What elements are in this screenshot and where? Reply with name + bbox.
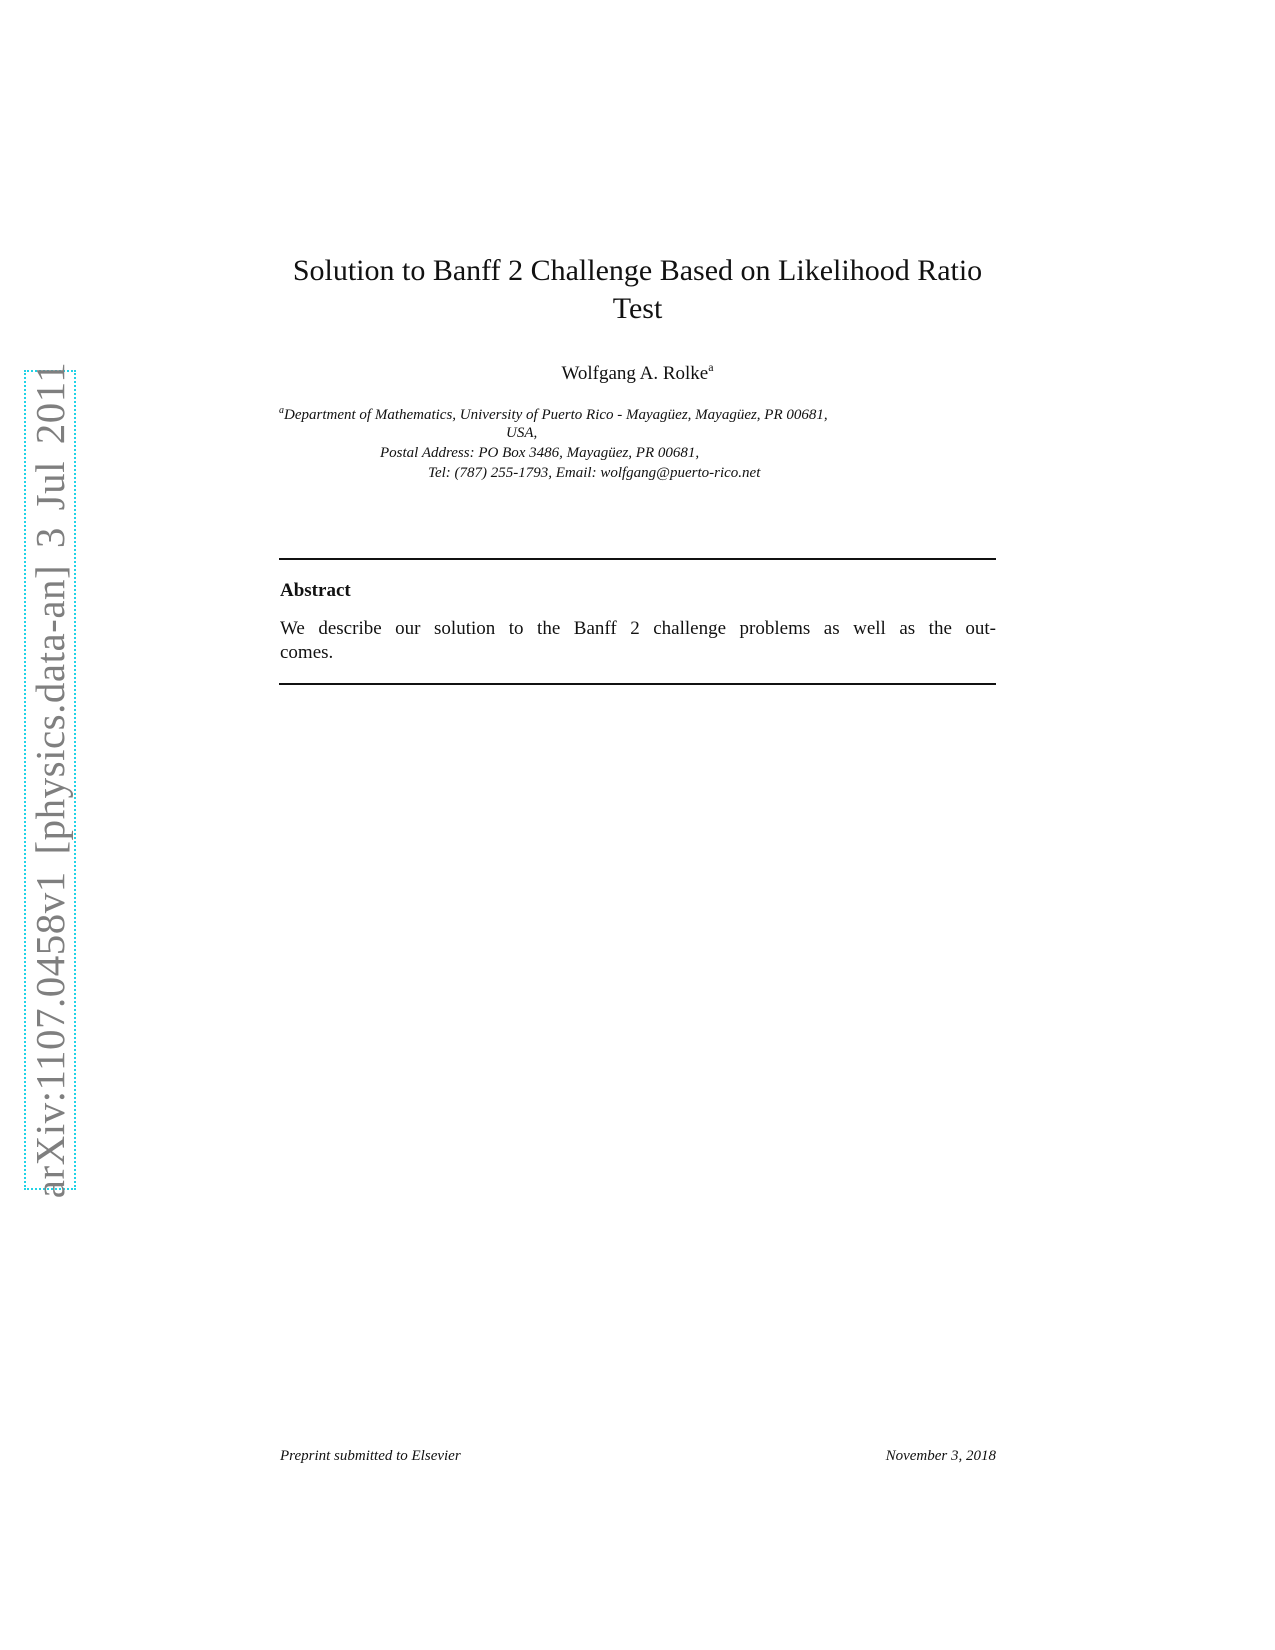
affiliation-postal-address: Postal Address: PO Box 3486, Mayagüez, PR 00681, [380,445,700,461]
footer-date: November 3, 2018 [885,1448,996,1464]
author-name: Wolfgang A. Rolke [561,363,709,384]
abstract-bottom-rule [279,683,996,685]
abstract-line-2: comes. [280,642,334,663]
footer-preprint-note: Preprint submitted to Elsevier [280,1448,461,1464]
affiliation-contact: Tel: (787) 255-1793, Email: wolfgang@puerto-rico.net [428,465,761,481]
affiliation-department: Department of Mathematics, University of Puerto Rico - Mayagüez, Mayagüez, PR 00681, [284,407,828,423]
affiliation-line-1 [279,405,828,424]
abstract-line-1: We describe our solution to the Banff 2 challenge problems as well as the out- [280,618,996,639]
paper-title: Solution to Banff 2 Challenge Based on Likelihood Ratio Test [292,254,983,325]
abstract-top-rule [279,558,996,560]
abstract-body [280,617,996,665]
affiliation-line-2: USA, [506,425,538,441]
abstract-heading: Abstract [280,580,351,601]
author-line [280,360,995,385]
arxiv-identifier[interactable]: arXiv:1107.0458v1 [physics.data-an] 3 Jul 2011 [27,361,73,1199]
affiliation-mark: a [279,405,284,416]
author-affiliation-mark: a [708,360,714,374]
